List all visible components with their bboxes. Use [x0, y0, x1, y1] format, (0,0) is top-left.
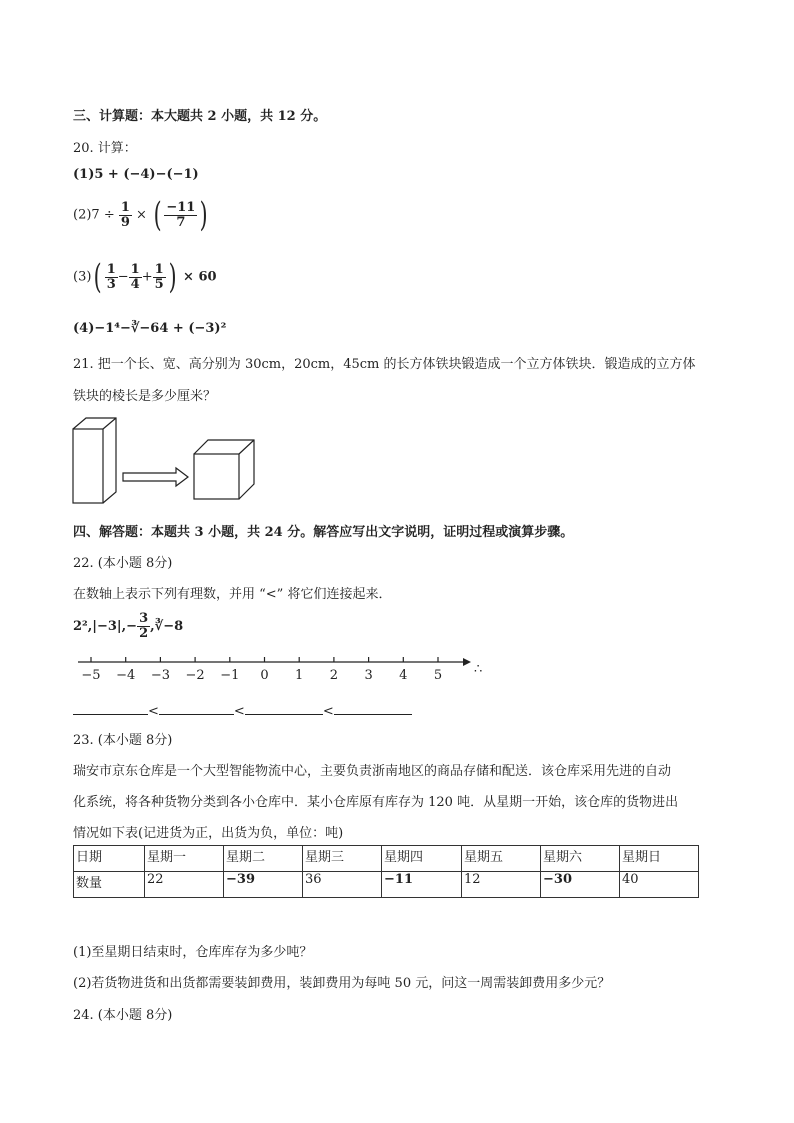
cuboid-shape — [73, 418, 116, 503]
q20-part2-fraction — [119, 201, 132, 230]
right-paren: ) — [168, 257, 177, 297]
table-cell: −39 — [224, 872, 303, 898]
therefore-symbol: ∴ — [474, 662, 483, 677]
q20-label: 20. 计算： — [73, 141, 137, 156]
right-paren: ) — [199, 195, 208, 235]
fraction-denominator: 7 — [176, 214, 186, 230]
number-line-tick-label: 2 — [329, 668, 339, 683]
table-cell: 星期二 — [224, 846, 303, 872]
section-4-title: 四、解答题：本题共 3 小题，共 24 分。解答应写出文字说明，证明过程或演算步骤。 — [73, 525, 574, 540]
q20-part3-prefix: (3) — [73, 269, 92, 285]
table-cell: −30 — [541, 872, 620, 898]
fraction-denominator: 2 — [139, 626, 149, 641]
number-line-tick-label: −2 — [185, 668, 205, 683]
number-line-tick-label: −1 — [220, 668, 240, 683]
answer-blank[interactable] — [245, 700, 323, 715]
fraction-numerator: 3 — [139, 611, 149, 626]
q23-line3: 情况如下表(记进货为正，出货为负，单位：吨) — [73, 826, 344, 841]
number-line-tick-label: 1 — [295, 668, 304, 683]
number-line-tick-label: −3 — [150, 668, 170, 683]
fraction-denominator: 4 — [130, 276, 140, 292]
q20-part2-prefix: (2)7 ÷ — [73, 207, 115, 223]
cuboid-to-cube-figure — [70, 415, 270, 510]
minus-sign: − — [117, 269, 129, 285]
answer-blank[interactable] — [159, 700, 234, 715]
q21-line1: 21. 把一个长、宽、高分别为 30cm，20cm，45cm 的长方体铁块锻造成一个立方体铁块．锻造成的立方体 — [73, 357, 696, 372]
q23-line1: 瑞安市京东仓库是一个大型智能物流中心，主要负责浙南地区的商品存储和配送．该仓库采用先进的自动 — [73, 764, 672, 779]
fraction-denominator: 5 — [154, 276, 164, 292]
fraction-a — [105, 263, 118, 292]
table-cell: −11 — [382, 872, 462, 898]
q21-line2: 铁块的棱长是多少厘米？ — [73, 389, 217, 404]
cube-shape — [194, 440, 254, 499]
q20-part3 — [73, 257, 217, 297]
less-than-sign: < — [148, 704, 159, 719]
q20-part2-inner-fraction — [164, 201, 197, 230]
number-line-tick-label: 4 — [399, 668, 408, 683]
q20-part1: (1)5 + (−4)−(−1) — [73, 167, 199, 182]
fraction-numerator: 1 — [154, 261, 164, 277]
arrow-right-icon — [123, 468, 188, 486]
number-line-tick-label: −4 — [116, 668, 136, 683]
inventory-table — [73, 845, 699, 898]
number-line-tick-label: 3 — [364, 668, 373, 683]
q20-part4: (4)−1⁴−∛−64 + (−3)² — [73, 321, 227, 336]
answer-blank[interactable] — [73, 700, 148, 715]
q23-sub2: (2)若货物进货和出货都需要装卸费用，装卸费用为每吨 50 元，问这一周需装卸费用多少元？ — [73, 976, 611, 991]
table-cell: 星期一 — [145, 846, 224, 872]
fraction-numerator: −11 — [166, 199, 196, 215]
q22-numbers-part-a: 2²,|−3|,− — [73, 619, 138, 634]
table-header-row — [74, 846, 699, 872]
table-cell: 星期四 — [382, 846, 462, 872]
table-row — [74, 872, 699, 898]
table-cell: 12 — [462, 872, 541, 898]
less-than-sign: < — [322, 704, 334, 719]
section-3-title: 三、计算题：本大题共 2 小题，共 12 分。 — [73, 109, 327, 124]
plus-sign: + — [141, 269, 153, 285]
q22-numbers — [73, 612, 183, 641]
q22-label: 22. (本小题 8分) — [73, 556, 173, 571]
q22-text: 在数轴上表示下列有理数，并用 “<” 将它们连接起来． — [73, 587, 392, 602]
number-line-tick-label: −5 — [81, 668, 101, 683]
fraction-denominator: 9 — [120, 214, 130, 230]
table-cell: 星期三 — [303, 846, 382, 872]
q23-line2: 化系统，将各种货物分类到各小仓库中．某小仓库原有库存为 120 吨．从星期一开始，该仓库的货物进出 — [73, 795, 679, 810]
table-cell: 星期日 — [620, 846, 699, 872]
q22-fraction — [137, 612, 150, 641]
table-cell: 36 — [303, 872, 382, 898]
answer-blanks — [73, 700, 412, 719]
q22-numbers-part-b: ,∛−8 — [150, 619, 184, 634]
answer-blank[interactable] — [334, 700, 412, 715]
table-cell: 数量 — [74, 872, 145, 898]
table-cell: 40 — [620, 872, 699, 898]
fraction-denominator: 3 — [106, 276, 116, 292]
q23-sub1: (1)至星期日结束时，仓库库存为多少吨？ — [73, 945, 313, 960]
less-than-sign: < — [233, 704, 245, 719]
fraction-numerator: 1 — [106, 261, 116, 277]
times-sign: × — [136, 207, 147, 223]
fraction-b — [129, 263, 142, 292]
q20-part2 — [73, 195, 211, 235]
fraction-numerator: 1 — [130, 261, 140, 277]
table-cell: 星期五 — [462, 846, 541, 872]
number-line-tick-label: 0 — [260, 668, 269, 683]
table-cell: 星期六 — [541, 846, 620, 872]
q23-label: 23. (本小题 8分) — [73, 733, 173, 748]
left-paren: ( — [94, 257, 103, 297]
number-line — [73, 652, 493, 684]
table-cell: 22 — [145, 872, 224, 898]
fraction-c — [153, 263, 166, 292]
fraction-numerator: 1 — [120, 199, 130, 215]
q24-label: 24. (本小题 8分) — [73, 1008, 173, 1023]
left-paren: ( — [153, 195, 162, 235]
q20-part3-tail: × 60 — [183, 269, 217, 285]
table-cell: 日期 — [74, 846, 145, 872]
arrow-head-icon — [463, 658, 471, 666]
number-line-tick-label: 5 — [433, 668, 443, 683]
